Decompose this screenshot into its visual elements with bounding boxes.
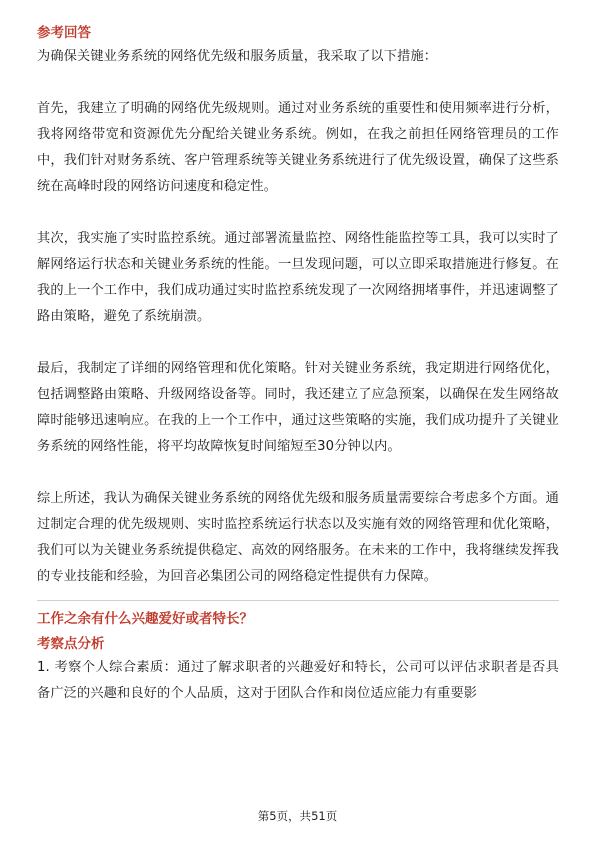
page-number-footer: 第5页，共51页: [257, 809, 338, 823]
analysis-heading: 考察点分析: [37, 636, 105, 652]
answer-heading: 参考回答: [37, 25, 91, 41]
paragraph-gap: [37, 70, 559, 96]
question-title: 工作之余有什么兴趣爱好或者特长？: [37, 611, 253, 627]
answer-paragraph-3: 最后，我制定了详细的网络管理和优化策略。针对关键业务系统，我定期进行网络优化，包括调整路由策略、升级网络设备等。同时，我还建立了应急预案，以确保在发生网络故障时能够迅速响应。在我的上一个工作中，通过这些策略的实施，我们成功提升了关键业务系统的网络性能，将平均故障恢复时间缩短至30分钟以内。: [37, 361, 559, 454]
section-divider: [37, 600, 559, 601]
answer-paragraph-2: 其次，我实施了实时监控系统。通过部署流量监控、网络性能监控等工具，我可以实时了解网络运行状态和关键业务系统的性能。一旦发现问题，可以立即采取措施进行修复。在我的上一个工作中，我们成功通过实时监控系统发现了一次网络拥堵事件，并迅速调整了路由策略，避免了系统崩溃。: [37, 231, 559, 324]
paragraph-gap: [37, 330, 559, 356]
paragraph-gap: [37, 460, 559, 486]
page-content: [37, 22, 559, 707]
analysis-item-1: 1. 考察个人综合素质：通过了解求职者的兴趣爱好和特长，公司可以评估求职者是否具备广泛的兴趣和良好的个人品质，这对于团队合作和岗位适应能力有重要影: [37, 660, 559, 701]
answer-intro: 为确保关键业务系统的网络优先级和服务质量，我采取了以下措施：: [37, 49, 438, 64]
paragraph-gap: [37, 200, 559, 226]
answer-paragraph-1: 首先，我建立了明确的网络优先级规则。通过对业务系统的重要性和使用频率进行分析，我将网络带宽和资源优先分配给关键业务系统。例如，在我之前担任网络管理员的工作中，我们针对财务系统、客户管理系统等关键业务系统进行了优先级设置，确保了这些系统在高峰时段的网络访问速度和稳定性。: [37, 101, 559, 194]
answer-paragraph-4: 综上所述，我认为确保关键业务系统的网络优先级和服务质量需要综合考虑多个方面。通过制定合理的优先级规则、实时监控系统运行状态以及实施有效的网络管理和优化策略，我们可以为关键业务系统提供稳定、高效的网络服务。在未来的工作中，我将继续发挥我的专业技能和经验，为回音必集团公司的网络稳定性提供有力保障。: [37, 491, 559, 584]
